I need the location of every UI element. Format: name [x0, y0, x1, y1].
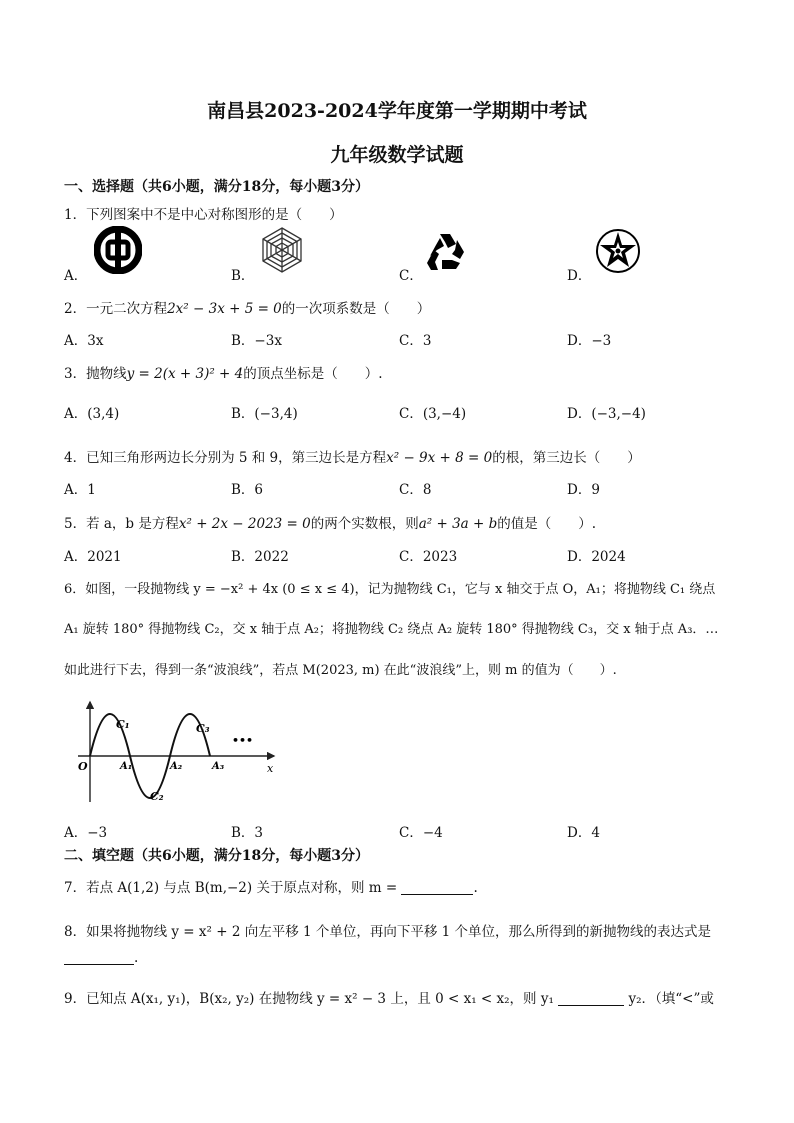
q1-option-b: B． — [231, 268, 255, 284]
q6-option-d: D．4 — [567, 825, 600, 841]
q3-option-d: D．(−3,−4) — [567, 406, 646, 422]
a2-label: A₂ — [170, 761, 183, 772]
continuation-dots: ••• — [232, 734, 254, 747]
q5-option-d: D．2024 — [567, 549, 626, 565]
q3-option-b: B．(−3,4) — [231, 406, 298, 422]
q3-option-a: A．(3,4) — [64, 406, 120, 422]
q5-option-a: A．2021 — [64, 549, 122, 565]
wave-parabola-graph — [64, 698, 280, 808]
section-heading-choice: 一、选择题（共6小题，满分18分，每小题3分） — [64, 179, 369, 195]
question-5-stem: 5．若 a，b 是方程x² + 2x − 2023 = 0的两个实数根，则a² + 3a + b的值是（ ）. — [64, 516, 597, 532]
q8-answer-blank[interactable] — [64, 950, 134, 965]
q5-expression: a² + 3a + b — [418, 516, 498, 532]
q6-option-b: B．3 — [231, 825, 264, 841]
question-3-stem: 3．抛物线y = 2(x + 3)² + 4的顶点坐标是（ ）. — [64, 366, 383, 382]
q4-option-a: A．1 — [64, 482, 96, 498]
exam-title: 南昌县2023-2024学年度第一学期期中考试 — [207, 100, 587, 122]
q5-option-b: B．2022 — [231, 549, 289, 565]
question-7: 7．若点 A(1,2) 与点 B(m,−2) 关于原点对称，则 m = . — [64, 880, 478, 896]
q4-option-d: D．9 — [567, 482, 600, 498]
q2-option-b: B．−3x — [231, 333, 282, 349]
c2-label: C₂ — [150, 790, 164, 803]
curve-c3 — [170, 714, 210, 756]
q3-option-c: C．(3,−4) — [399, 406, 467, 422]
section-heading-fill-in: 二、填空题（共6小题，满分18分，每小题3分） — [64, 848, 369, 864]
question-8-line-2: . — [64, 950, 138, 966]
origin-label: O — [78, 760, 88, 773]
a3-label: A₃ — [212, 761, 225, 772]
q5-equation: x² + 2x − 2023 = 0 — [178, 516, 311, 532]
question-9: 9．已知点 A(x₁, y₁)，B(x₂, y₂) 在抛物线 y = x² − 3 上，且 0 < x₁ < x₂，则 y₁ y₂．（填“<”或 — [64, 991, 714, 1007]
star-flower-icon — [595, 228, 641, 274]
q1-option-a: A． — [64, 268, 88, 284]
spiral-hexagon-icon — [258, 226, 306, 274]
recycle-triangle-icon — [426, 230, 470, 272]
q4-option-b: B．6 — [231, 482, 264, 498]
q4-equation: x² − 9x + 8 = 0 — [386, 450, 493, 466]
q3-equation: y = 2(x + 3)² + 4 — [126, 366, 244, 382]
c1-label: C₁ — [116, 718, 130, 731]
q2-option-c: C．3 — [399, 333, 432, 349]
c3-label: C₃ — [196, 722, 210, 735]
question-1-stem: 1．下列图案中不是中心对称图形的是（ ） — [64, 207, 343, 223]
bank-of-china-logo-icon — [94, 226, 142, 274]
x-axis-label: x — [267, 762, 274, 775]
question-8-line-1: 8．如果将抛物线 y = x² + 2 向左平移 1 个单位，再向下平移 1 个单位，那么所得到的新抛物线的表达式是 — [64, 924, 712, 940]
a1-label: A₁ — [120, 761, 133, 772]
q9-answer-blank[interactable] — [558, 991, 624, 1006]
question-4-stem: 4．已知三角形两边长分别为 5 和 9，第三边长是方程x² − 9x + 8 = 0的根，第三边长（ ） — [64, 450, 641, 466]
q6-option-c: C．−4 — [399, 825, 443, 841]
q5-option-c: C．2023 — [399, 549, 458, 565]
q6-option-a: A．−3 — [64, 825, 108, 841]
q2-equation: 2x² − 3x + 5 = 0 — [167, 301, 282, 317]
question-2-stem: 2．一元二次方程2x² − 3x + 5 = 0的一次项系数是（ ） — [64, 301, 431, 317]
question-6-line-3: 如此进行下去，得到一条“波浪线”，若点 M(2023, m) 在此“波浪线”上，则 m 的值为（ ）. — [64, 663, 617, 678]
q2-option-d: D．−3 — [567, 333, 612, 349]
q1-option-c: C． — [399, 268, 423, 284]
question-6-line-1: 6．如图，一段抛物线 y = −x² + 4x (0 ≤ x ≤ 4)，记为抛物线 C₁，它与 x 轴交于点 O，A₁；将抛物线 C₁ 绕点 — [64, 582, 716, 597]
question-6-line-2: A₁ 旋转 180° 得抛物线 C₂，交 x 轴于点 A₂；将抛物线 C₂ 绕点 A₂ 旋转 180° 得抛物线 C₃，交 x 轴于点 A₃．… — [64, 622, 719, 637]
exam-subtitle: 九年级数学试题 — [330, 144, 464, 166]
q2-option-a: A．3x — [64, 333, 104, 349]
q7-answer-blank[interactable] — [401, 880, 473, 895]
q1-option-d: D． — [567, 268, 592, 284]
q4-option-c: C．8 — [399, 482, 432, 498]
